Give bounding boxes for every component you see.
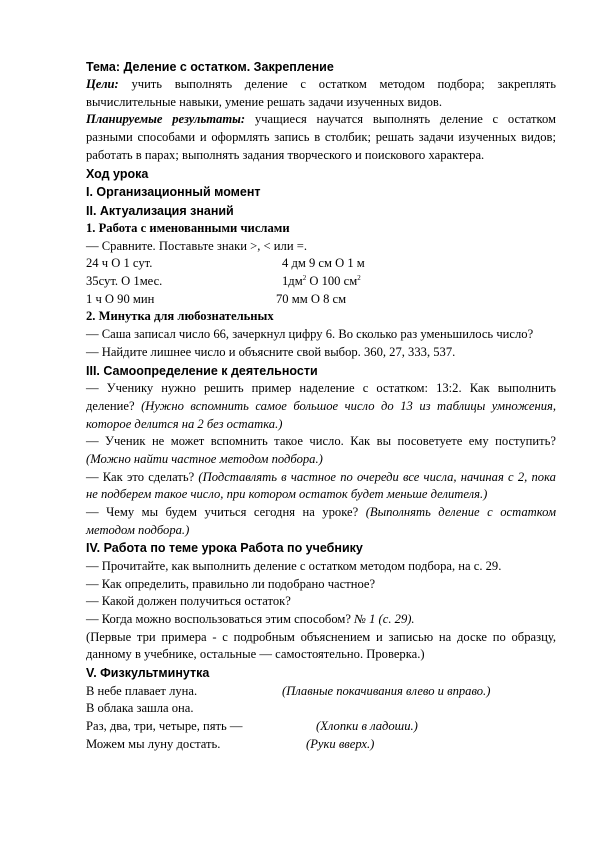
- poem-line: В небе плавает луна. (Плавные покачивания влево и вправо.): [86, 683, 556, 701]
- poem-note: (Руки вверх.): [306, 736, 375, 751]
- compare-row: [86, 273, 556, 291]
- results-label: Планируемые результаты:: [86, 112, 246, 127]
- compare-right: 4 дм 9 см О 1 м: [282, 256, 365, 271]
- topic-line: [86, 58, 556, 76]
- section-4-line: — Когда можно воспользоваться этим способом? № 1 (с. 29).: [86, 612, 415, 627]
- poem-line: В облака зашла она.: [86, 701, 194, 716]
- goals-paragraph: [86, 76, 556, 111]
- compare-left: 24 ч О 1 сут.: [86, 256, 153, 271]
- section-4-line: — Какой должен получиться остаток?: [86, 594, 291, 609]
- compare-left: 1 ч О 90 мин: [86, 291, 155, 306]
- section-4-line: — Прочитайте, как выполнить деление с остатком методом подбора, на с. 29.: [86, 558, 502, 573]
- section-3-paragraph: — Как это сделать? (Подставлять в частное по очереди все числа, начиная с 2, пока не подберем такое число, при котором остаток будет меньше делителя.): [86, 469, 556, 502]
- section-4-note: (Первые три примера - с подробным объяснением и записью на доске по образцу, данному в учебнике, остальные — самостоятельно. Проверка.): [86, 629, 556, 662]
- goals-text: учить выполнять деление с остатком методом подбора; закреплять вычислительные навыки, умение решать задачи изученных видов.: [86, 77, 556, 109]
- topic-value: Деление с остатком. Закрепление: [123, 60, 334, 74]
- document-page: [86, 58, 556, 753]
- compare-right: 70 мм О 8 см: [276, 291, 347, 306]
- section-5-heading: V. Физкультминутка: [86, 666, 210, 681]
- task-2-title: 2. Минутка для любознательных: [86, 309, 274, 324]
- task-2-question-1: — Саша записал число 66, зачеркнул цифру 6. Во сколько раз уменьшилось число?: [86, 327, 534, 342]
- lesson-heading: Ход урока: [86, 166, 149, 181]
- compare-left: 35сут. О 1мес.: [86, 274, 163, 289]
- poem-note: (Плавные покачивания влево и вправо.): [282, 683, 491, 698]
- section-2-heading: II. Актуализация знаний: [86, 203, 234, 218]
- poem-note: (Хлопки в ладоши.): [316, 719, 418, 734]
- section-4-heading: IV. Работа по теме урока Работа по учебнику: [86, 541, 363, 556]
- task-2-question-2: — Найдите лишнее число и объясните свой выбор. 360, 27, 333, 537.: [86, 344, 456, 359]
- section-3-paragraph: — Чему мы будем учиться сегодня на уроке? (Выполнять деление с остатком методом подбора.): [86, 505, 556, 537]
- compare-right: $1дм^2$ О 100 $см^2$: [282, 274, 361, 289]
- task-1-instruction: — Сравните. Поставьте знаки >, < или =.: [86, 238, 307, 253]
- topic-label: Тема:: [86, 60, 120, 74]
- results-paragraph: [86, 111, 556, 164]
- task-1-title: 1. Работа с именованными числами: [86, 221, 290, 236]
- section-4-line: — Как определить, правильно ли подобрано частное?: [86, 576, 376, 591]
- compare-row: [86, 291, 556, 309]
- poem-line: Раз, два, три, четыре, пять — (Хлопки в ладоши.): [86, 718, 556, 736]
- results-text: учащиеся научатся выполнять деление с остатком разными способами и оформлять запись в столбик; решать задачи изученных видов; работать в парах; выполнять задания творческого и поискового характера.: [86, 112, 557, 162]
- section-3-heading: III. Самоопределение к деятельности: [86, 363, 318, 378]
- section-3-paragraph: — Ученик не может вспомнить такое число. Как вы посоветуете ему поступить? (Можно найти частное методом подбора.): [86, 434, 556, 466]
- section-3-paragraph: — Ученику нужно решить пример наделение с остатком: 13:2. Как выполнить деление? (Нужно вспомнить самое большое число до 13 из таблицы умножения, которое делится на 2 без остатка.): [86, 381, 556, 431]
- section-1-heading: I. Организационный момент: [86, 185, 261, 200]
- goals-label: Цели:: [86, 77, 119, 91]
- poem-line: Можем мы луну достать. (Руки вверх.): [86, 736, 556, 754]
- compare-row: [86, 255, 556, 273]
